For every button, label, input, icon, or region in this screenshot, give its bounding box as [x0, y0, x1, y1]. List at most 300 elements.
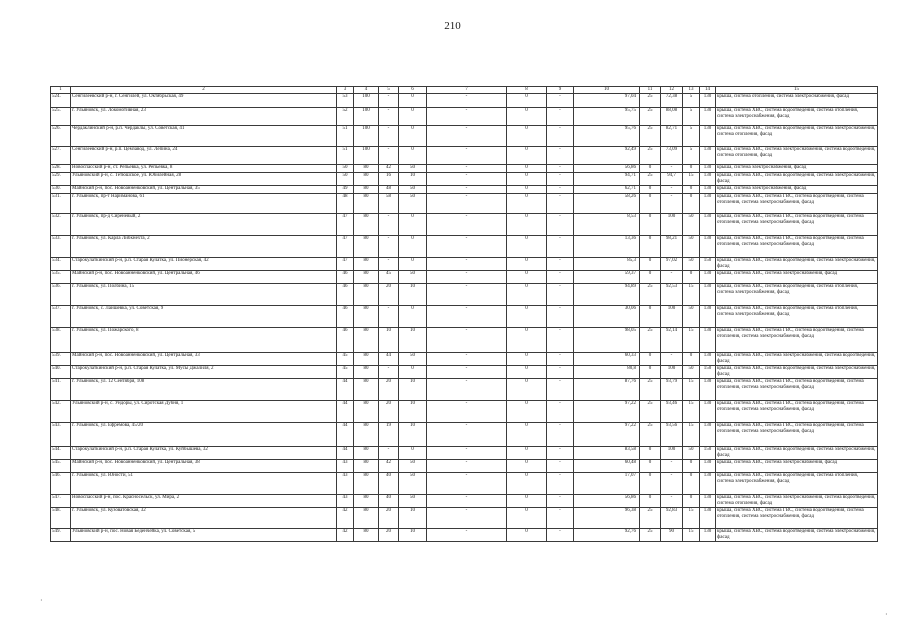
col-8: 0: [507, 447, 547, 460]
col-3: 46: [337, 271, 354, 284]
col-11: 0: [640, 165, 661, 173]
col-14: 150: [700, 447, 716, 460]
col-10: 98,05: [574, 328, 640, 353]
col-5: 42: [379, 460, 399, 473]
work-types: крыша, система ХВС, система ГВС, система водоотведения, система отопления, система электроснабжения, фасад: [716, 508, 878, 529]
col-5: -: [379, 366, 399, 379]
col-8: 0: [507, 284, 547, 306]
col-5: 10: [379, 328, 399, 353]
col-11: 0: [640, 236, 661, 258]
col-9: -: [547, 306, 574, 328]
col-5: -: [379, 258, 399, 271]
col-13: 0: [683, 271, 700, 284]
col-7: -: [427, 529, 507, 542]
col-7: -: [427, 214, 507, 236]
col-13: 5: [683, 94, 700, 108]
col-8: 0: [507, 94, 547, 108]
col-14: 130: [700, 236, 716, 258]
table-row: [51, 353, 878, 366]
col-3: 42: [337, 529, 354, 542]
col-10: 56,86: [574, 495, 640, 508]
col-10: 85,3: [574, 258, 640, 271]
col-13: 0: [683, 186, 700, 194]
col-4: 100: [354, 94, 379, 108]
column-number-6: 6: [399, 87, 427, 94]
col-13: 15: [683, 284, 700, 306]
col-6: 10: [399, 529, 427, 542]
col-11: 0: [640, 460, 661, 473]
col-6: 0: [399, 214, 427, 236]
row-number: 525.: [51, 108, 71, 126]
col-6: 0: [399, 258, 427, 271]
col-4: 80: [354, 165, 379, 173]
col-12: 94,7: [661, 173, 683, 186]
col-6: 0: [399, 236, 427, 258]
scan-mark: ·: [885, 610, 888, 619]
col-11: 0: [640, 447, 661, 460]
col-9: -: [547, 236, 574, 258]
col-12: 92,83: [661, 508, 683, 529]
table-row: [51, 529, 878, 542]
col-9: -: [547, 214, 574, 236]
col-9: -: [547, 165, 574, 173]
work-types: крыша, система ХВС, система электроснабжения, система водоотведения, система отопления, фасад: [716, 495, 878, 508]
work-types: крыша, система ХВС, система ГВС, система водоотведения, система отопления, система электроснабжения, фасад: [716, 379, 878, 401]
column-number-14: 14: [700, 87, 716, 94]
table-row: [51, 473, 878, 495]
col-13: 0: [683, 473, 700, 495]
col-8: 0: [507, 423, 547, 447]
col-12: 100: [661, 447, 683, 460]
col-3: 47: [337, 214, 354, 236]
col-11: 0: [640, 473, 661, 495]
col-10: 97,22: [574, 401, 640, 423]
col-12: -: [661, 473, 683, 495]
col-3: 46: [337, 306, 354, 328]
col-5: -: [379, 236, 399, 258]
row-number: 537.: [51, 306, 71, 328]
work-types: крыша, система ХВС, система водоотведения, система отопления, система электроснабжения, фасад: [716, 306, 878, 328]
row-number: 534.: [51, 258, 71, 271]
work-types: крыша, система ХВС, система водоотведения, система отопления, система электроснабжения, фасад: [716, 284, 878, 306]
table-row: [51, 423, 878, 447]
address: Майнский р-н, пос. Новоанненковский, ул. Центральная, 33: [71, 353, 337, 366]
col-6: 0: [399, 126, 427, 147]
table-row: [51, 271, 878, 284]
col-3: 45: [337, 366, 354, 379]
col-4: 80: [354, 366, 379, 379]
col-12: 72,38: [661, 94, 683, 108]
col-3: 46: [337, 284, 354, 306]
col-10: 96,38: [574, 508, 640, 529]
col-14: 130: [700, 214, 716, 236]
col-12: 93,79: [661, 379, 683, 401]
col-3: 49: [337, 186, 354, 194]
col-13: 15: [683, 173, 700, 186]
row-number: 535.: [51, 271, 71, 284]
col-9: -: [547, 94, 574, 108]
column-number-9: 9: [547, 87, 574, 94]
col-13: 0: [683, 460, 700, 473]
col-5: 45: [379, 271, 399, 284]
col-5: 40: [379, 495, 399, 508]
col-9: -: [547, 460, 574, 473]
col-11: 25: [640, 529, 661, 542]
col-4: 80: [354, 495, 379, 508]
scan-mark: ·: [40, 596, 43, 605]
col-11: 0: [640, 306, 661, 328]
col-3: 48: [337, 194, 354, 214]
col-8: 0: [507, 473, 547, 495]
col-8: 0: [507, 495, 547, 508]
address: Новоспасский р-н, пос. Красносельск, ул. Мира, 2: [71, 495, 337, 508]
col-11: 25: [640, 508, 661, 529]
col-8: 0: [507, 366, 547, 379]
col-4: 80: [354, 194, 379, 214]
col-7: -: [427, 366, 507, 379]
col-4: 80: [354, 447, 379, 460]
col-4: 80: [354, 460, 379, 473]
column-number-11: 11: [640, 87, 661, 94]
col-12: 100: [661, 306, 683, 328]
column-number-5: 5: [379, 87, 399, 94]
col-8: 0: [507, 173, 547, 186]
col-13: 50: [683, 366, 700, 379]
column-number-1: 1: [51, 87, 71, 94]
col-7: -: [427, 284, 507, 306]
col-8: 0: [507, 353, 547, 366]
col-3: 43: [337, 495, 354, 508]
column-number-12: 12: [661, 87, 683, 94]
column-number-4: 4: [354, 87, 379, 94]
work-types: крыша, система ХВС, система водоотведения, система электроснабжения, фасад: [716, 173, 878, 186]
address: г. Ульяновск, пр-д Сиреневый, 2: [71, 214, 337, 236]
col-10: 13,36: [574, 236, 640, 258]
address: г. Ульяновск, пр-т Нариманова, 61: [71, 194, 337, 214]
col-9: -: [547, 495, 574, 508]
col-9: -: [547, 186, 574, 194]
col-3: 44: [337, 379, 354, 401]
col-12: -: [661, 194, 683, 214]
column-number-10: 10: [574, 87, 640, 94]
table-row: [51, 126, 878, 147]
col-14: 130: [700, 423, 716, 447]
column-number-row: [51, 87, 878, 94]
col-5: 42: [379, 165, 399, 173]
col-7: -: [427, 508, 507, 529]
col-6: 50: [399, 495, 427, 508]
col-7: -: [427, 401, 507, 423]
col-5: 44: [379, 353, 399, 366]
col-9: -: [547, 379, 574, 401]
col-10: 87,76: [574, 379, 640, 401]
col-12: 93,46: [661, 401, 683, 423]
col-14: 130: [700, 165, 716, 173]
col-8: 0: [507, 236, 547, 258]
col-7: -: [427, 328, 507, 353]
col-11: 25: [640, 328, 661, 353]
col-7: -: [427, 258, 507, 271]
work-types: крыша, система ХВС, система электроснабжения, система водоотведения, система отопления, фасад: [716, 147, 878, 165]
col-8: 0: [507, 258, 547, 271]
address: Старокулаткинский р-н, р.п. Старая Кулатка, ул. Куйбышева, 32: [71, 447, 337, 460]
col-4: 80: [354, 508, 379, 529]
col-7: -: [427, 194, 507, 214]
col-14: 130: [700, 126, 716, 147]
col-3: 52: [337, 108, 354, 126]
col-7: -: [427, 379, 507, 401]
address: Ульяновский р-н, пос. Новая Беденчейка, ул. Советская, 5: [71, 529, 337, 542]
work-types: крыша, система ХВС, система ГВС, система водоотведения, система отопления, система электроснабжения, фасад: [716, 214, 878, 236]
col-7: -: [427, 353, 507, 366]
col-12: 90: [661, 529, 683, 542]
col-13: 15: [683, 379, 700, 401]
col-8: 0: [507, 186, 547, 194]
col-12: 97,02: [661, 258, 683, 271]
col-14: 130: [700, 108, 716, 126]
work-types: крыша, система отопления, система электроснабжения, фасад: [716, 94, 878, 108]
col-8: 0: [507, 379, 547, 401]
col-13: 5: [683, 108, 700, 126]
work-types: крыша, система ХВС, система водоотведения, система электроснабжения, фасад: [716, 529, 878, 542]
col-5: -: [379, 126, 399, 147]
col-11: 0: [640, 214, 661, 236]
col-6: 10: [399, 284, 427, 306]
col-7: -: [427, 473, 507, 495]
work-types: крыша, система ХВС, система ГВС, система водоотведения, система отопления, система электроснабжения, фасад: [716, 401, 878, 423]
col-14: 130: [700, 529, 716, 542]
col-5: 16: [379, 173, 399, 186]
table-row: [51, 447, 878, 460]
col-5: -: [379, 94, 399, 108]
col-14: 130: [700, 94, 716, 108]
col-9: -: [547, 126, 574, 147]
col-6: 50: [399, 473, 427, 495]
address: г. Ульяновск, ул. Юности, 51: [71, 473, 337, 495]
col-5: 20: [379, 508, 399, 529]
col-12: -: [661, 165, 683, 173]
row-number: 539.: [51, 353, 71, 366]
col-8: 0: [507, 508, 547, 529]
col-4: 80: [354, 173, 379, 186]
col-9: -: [547, 473, 574, 495]
col-14: 130: [700, 401, 716, 423]
work-types: крыша, система ХВС, система водоотведения, система электроснабжения, фасад: [716, 366, 878, 379]
col-6: 0: [399, 147, 427, 165]
col-6: 50: [399, 186, 427, 194]
col-13: 15: [683, 423, 700, 447]
col-7: -: [427, 306, 507, 328]
address: Майнский р-н, пос. Новоанненковский, ул. Центральная, 35: [71, 186, 337, 194]
col-3: 44: [337, 447, 354, 460]
row-number: 536.: [51, 284, 71, 306]
col-9: -: [547, 271, 574, 284]
col-14: 150: [700, 366, 716, 379]
col-10: 8,53: [574, 214, 640, 236]
col-3: 51: [337, 147, 354, 165]
col-4: 80: [354, 271, 379, 284]
col-13: 50: [683, 447, 700, 460]
table-row: [51, 306, 878, 328]
col-4: 80: [354, 473, 379, 495]
col-6: 0: [399, 94, 427, 108]
row-number: 548.: [51, 508, 71, 529]
col-13: 5: [683, 126, 700, 147]
address: Старокулаткинский р-н, р.п. Старая Кулатка, ул. Мусы Джалиля, 2: [71, 366, 337, 379]
table-row: [51, 401, 878, 423]
col-4: 80: [354, 328, 379, 353]
col-4: 80: [354, 236, 379, 258]
col-14: 130: [700, 173, 716, 186]
col-7: -: [427, 460, 507, 473]
col-7: -: [427, 236, 507, 258]
col-7: -: [427, 495, 507, 508]
col-6: 50: [399, 460, 427, 473]
col-14: 130: [700, 271, 716, 284]
col-12: -: [661, 495, 683, 508]
col-3: 47: [337, 236, 354, 258]
col-3: 43: [337, 460, 354, 473]
col-8: 0: [507, 126, 547, 147]
work-types: крыша, система ХВС, система ГВС, система водоотведения, система отопления, система электроснабжения, фасад: [716, 236, 878, 258]
address: Сенгилеевский р-н, р.п. Цемзавод, ул. Лепина, 24: [71, 147, 337, 165]
col-11: 25: [640, 423, 661, 447]
address: Новоспасский р-н, ст. Репьёвка, ул. Репьёвка, 8: [71, 165, 337, 173]
page-number: 210: [444, 20, 461, 32]
work-types: крыша, система электроснабжения, фасад: [716, 186, 878, 194]
col-5: 20: [379, 529, 399, 542]
col-4: 80: [354, 258, 379, 271]
work-types: крыша, система ХВС, система электроснабжения, фасад: [716, 460, 878, 473]
table-row: [51, 328, 878, 353]
col-4: 80: [354, 379, 379, 401]
column-number-15: 15: [716, 87, 878, 94]
work-types: крыша, система электроснабжения, фасад: [716, 165, 878, 173]
col-4: 80: [354, 186, 379, 194]
row-number: 533.: [51, 236, 71, 258]
col-13: 15: [683, 401, 700, 423]
table-row: [51, 147, 878, 165]
row-number: 528.: [51, 165, 71, 173]
address: Майнский р-н, пос. Новоанненковский, ул. Центральная, 46: [71, 271, 337, 284]
col-6: 10: [399, 379, 427, 401]
row-number: 529.: [51, 173, 71, 186]
col-14: 130: [700, 508, 716, 529]
col-3: 47: [337, 258, 354, 271]
col-9: -: [547, 529, 574, 542]
col-10: 60,33: [574, 353, 640, 366]
col-9: -: [547, 401, 574, 423]
column-number-7: 7: [427, 87, 507, 94]
col-9: -: [547, 508, 574, 529]
col-8: 0: [507, 108, 547, 126]
col-4: 80: [354, 423, 379, 447]
table-row: [51, 258, 878, 271]
col-10: 94,71: [574, 173, 640, 186]
col-4: 100: [354, 108, 379, 126]
col-6: 50: [399, 165, 427, 173]
col-13: 15: [683, 529, 700, 542]
col-8: 0: [507, 194, 547, 214]
col-8: 0: [507, 147, 547, 165]
col-10: 92,76: [574, 529, 640, 542]
col-6: 50: [399, 271, 427, 284]
table-row: [51, 508, 878, 529]
col-12: 93,56: [661, 423, 683, 447]
col-12: 82,71: [661, 126, 683, 147]
row-number: 542.: [51, 401, 71, 423]
col-3: 43: [337, 473, 354, 495]
col-10: 60,48: [574, 460, 640, 473]
address: г. Ульяновск, ул. Кузоватовская, 32: [71, 508, 337, 529]
address: г. Ульяновск, ул. Пожарского, 8: [71, 328, 337, 353]
work-types: крыша, система ХВС, система электроснабжения, фасад: [716, 271, 878, 284]
row-number: 547.: [51, 495, 71, 508]
col-5: 20: [379, 379, 399, 401]
work-types: крыша, система ХВС, система электроснабжения, система водоотведения, фасад: [716, 353, 878, 366]
work-types: крыша, система ХВС, система водоотведения, система электроснабжения, система отопления, фасад: [716, 126, 878, 147]
column-number-3: 3: [337, 87, 354, 94]
col-5: 19: [379, 423, 399, 447]
col-11: 0: [640, 186, 661, 194]
col-6: 10: [399, 401, 427, 423]
col-12: -: [661, 353, 683, 366]
col-12: 92,53: [661, 284, 683, 306]
col-3: 45: [337, 353, 354, 366]
column-number-13: 13: [683, 87, 700, 94]
col-7: -: [427, 165, 507, 173]
col-4: 100: [354, 126, 379, 147]
col-14: 130: [700, 473, 716, 495]
row-number: 545.: [51, 460, 71, 473]
col-10: 59,37: [574, 271, 640, 284]
col-5: -: [379, 214, 399, 236]
col-14: 130: [700, 353, 716, 366]
col-14: 130: [700, 495, 716, 508]
col-11: 25: [640, 108, 661, 126]
col-11: 25: [640, 94, 661, 108]
col-10: 94,89: [574, 284, 640, 306]
col-14: 130: [700, 379, 716, 401]
col-7: -: [427, 423, 507, 447]
col-10: 97,04: [574, 94, 640, 108]
column-number-2: 2: [71, 87, 337, 94]
col-8: 0: [507, 529, 547, 542]
address: Сенгилеевский р-н, г. Сенгилей, ул. Октябрьская, 49: [71, 94, 337, 108]
row-number: 531.: [51, 194, 71, 214]
col-13: 0: [683, 495, 700, 508]
col-4: 80: [354, 401, 379, 423]
work-types: крыша, система ХВС, система ГВС, система водоотведения, система отопления, система электроснабжения, фасад: [716, 328, 878, 353]
address: Старокулаткинский р-н, р.п. Старая Кулатка, ул. Пионерская, 42: [71, 258, 337, 271]
col-13: 50: [683, 306, 700, 328]
col-7: -: [427, 271, 507, 284]
col-9: -: [547, 447, 574, 460]
row-number: 526.: [51, 126, 71, 147]
table-row: [51, 236, 878, 258]
col-10: 97,22: [574, 423, 640, 447]
col-14: 150: [700, 258, 716, 271]
row-number: 541.: [51, 379, 71, 401]
col-11: 0: [640, 353, 661, 366]
col-8: 0: [507, 306, 547, 328]
col-6: 10: [399, 508, 427, 529]
col-14: 130: [700, 306, 716, 328]
work-types: крыша, система ХВС, система водоотведения, система отопления, система электроснабжения, фасад: [716, 473, 878, 495]
row-number: 527.: [51, 147, 71, 165]
col-10: 92,49: [574, 147, 640, 165]
col-11: 25: [640, 126, 661, 147]
